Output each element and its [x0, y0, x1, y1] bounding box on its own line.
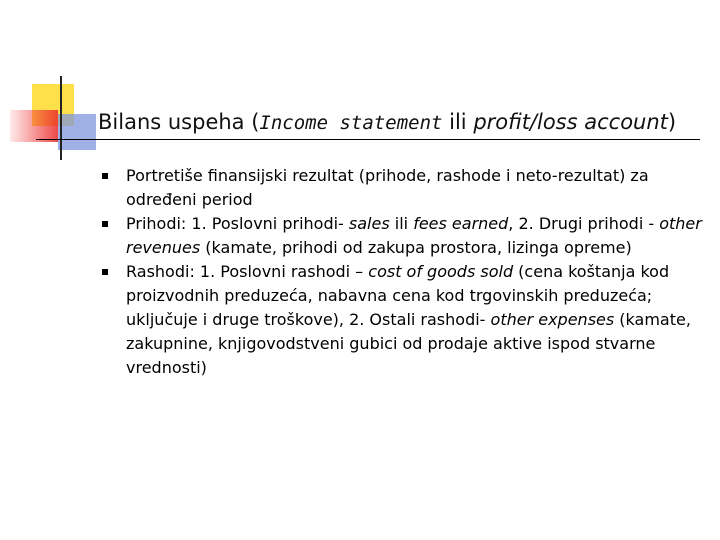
term-other-revenues: other revenues — [126, 214, 702, 257]
bullet-square-icon — [102, 269, 108, 275]
term-sales: sales — [348, 214, 390, 233]
bullet-item — [102, 212, 702, 260]
title-text: ili — [442, 110, 474, 134]
title-underline — [36, 139, 700, 140]
bullet-text: (kamate, prihodi od zakupa prostora, lizinga opreme) — [200, 238, 632, 257]
decor-vertical-line — [60, 76, 62, 160]
term-other-expenses: other expenses — [490, 310, 615, 329]
bullet-item — [102, 260, 702, 380]
decor-red-square — [10, 110, 58, 142]
bullet-text: ili — [389, 214, 414, 233]
bullet-text: Portretiše finansijski rezultat (prihode, rashode i neto-rezultat) za određeni period — [126, 166, 649, 209]
bullet-text: Rashodi: 1. Poslovni rashodi – — [126, 262, 369, 281]
term-fees-earned: fees earned — [413, 214, 509, 233]
title-term-income-statement: Income statement — [259, 112, 443, 134]
bullet-text: , 2. Drugi prihodi - — [508, 214, 660, 233]
title-text: Bilans uspeha ( — [98, 110, 260, 134]
bullet-square-icon — [102, 221, 108, 227]
bullet-text: Prihodi: 1. Poslovni prihodi- — [126, 214, 349, 233]
bullet-text: (kamate, zakupnine, knjigovodstveni gubici od prodaje aktive ispod stvarne vrednosti) — [126, 310, 691, 377]
bullet-text: (cena koštanja kod proizvodnih preduzeća, nabavna cena kod trgovinskih preduzeća; uključuje i druge troškove), 2. Ostali rashodi- — [126, 262, 670, 329]
decor-blue-square — [58, 114, 96, 150]
bullet-square-icon — [102, 173, 108, 179]
bullet-list — [102, 164, 702, 380]
slide-title — [98, 109, 676, 136]
title-term-profit-loss: profit/loss account — [473, 110, 668, 134]
term-cost-of-goods-sold: cost of goods sold — [368, 262, 514, 281]
title-text: ) — [667, 110, 677, 134]
bullet-item — [102, 164, 702, 212]
